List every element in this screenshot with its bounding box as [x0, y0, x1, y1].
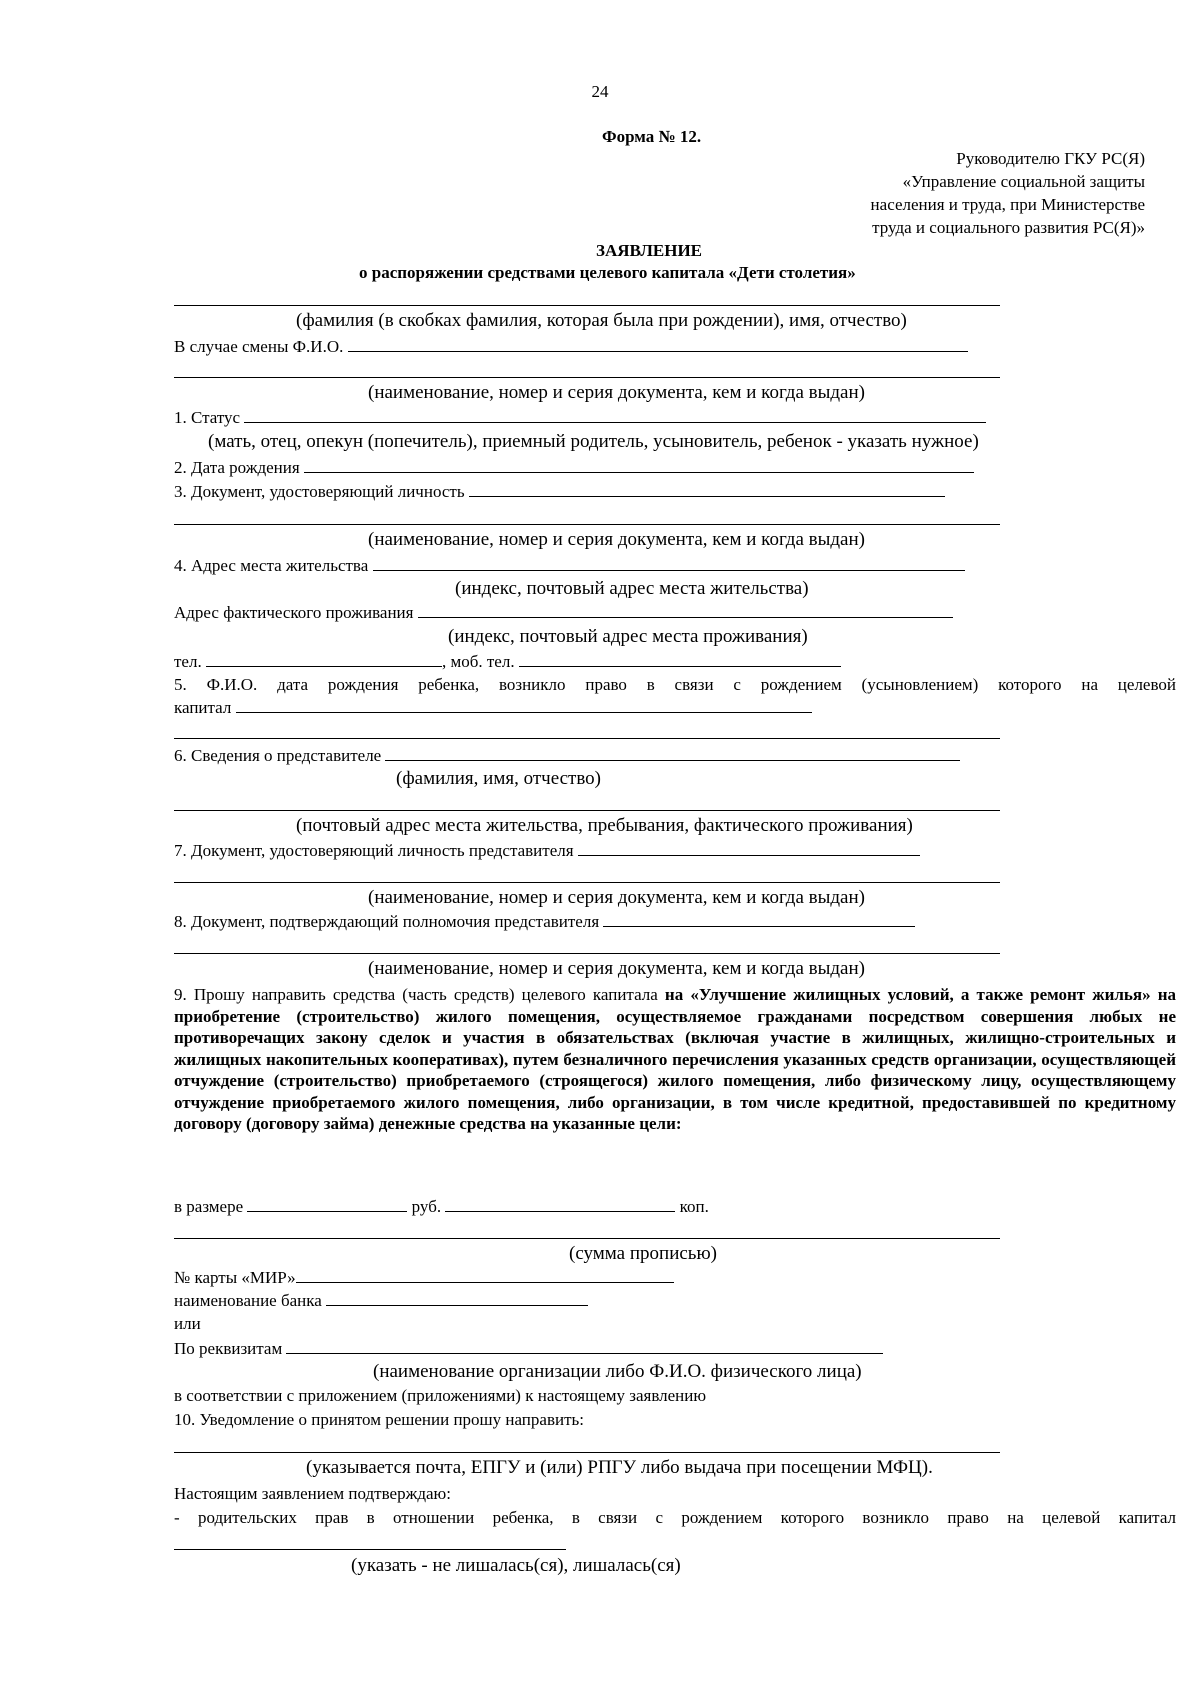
name-change-row [174, 336, 968, 357]
rep-address-hint: (почтовый адрес места жительства, пребывания, фактического проживания) [296, 815, 913, 836]
actual-address-label: Адрес фактического проживания [174, 603, 414, 622]
status-label: 1. Статус [174, 408, 241, 427]
requisites-field[interactable] [286, 1338, 883, 1354]
status-row [174, 407, 986, 428]
birth-date-field[interactable] [304, 457, 974, 473]
auth-doc-field-2[interactable] [174, 953, 1000, 954]
phone-label: тел. [174, 652, 202, 671]
fio-field[interactable] [174, 305, 1000, 306]
bank-name-row [174, 1290, 588, 1311]
id-doc-field-2[interactable] [174, 524, 1000, 525]
kop-label: коп. [679, 1197, 709, 1216]
doc-hint: (наименование, номер и серия документа, кем и когда выдан) [368, 382, 865, 403]
name-change-field[interactable] [348, 336, 968, 352]
name-change-doc-field[interactable] [174, 377, 1000, 378]
reg-address-hint: (индекс, почтовый адрес места жительства) [455, 578, 809, 599]
sum-words-hint: (сумма прописью) [569, 1243, 717, 1264]
rep-doc-field-2[interactable] [174, 882, 1000, 883]
mir-card-label: № карты «МИР» [174, 1268, 296, 1287]
rep-fio-hint: (фамилия, имя, отчество) [396, 768, 602, 789]
item9-paragraph [174, 984, 1176, 1135]
status-field[interactable] [244, 407, 986, 423]
actual-address-row [174, 602, 953, 623]
reg-address-label: 4. Адрес места жительства [174, 556, 369, 575]
item9-intro: 9. Прошу направить средства (часть средств) целевого капитала [174, 985, 658, 1004]
birth-date-row [174, 457, 974, 478]
mir-card-field[interactable] [296, 1267, 674, 1283]
fio-hint: (фамилия (в скобках фамилия, которая была при рождении), имя, отчество) [296, 310, 907, 331]
rep-doc-field[interactable] [578, 840, 920, 856]
amount-rub-field[interactable] [247, 1196, 407, 1212]
reg-address-field[interactable] [373, 555, 965, 571]
id-doc-field[interactable] [469, 481, 945, 497]
doc-hint: (наименование, номер и серия документа, кем и когда выдан) [368, 958, 865, 979]
or-label: или [174, 1314, 201, 1333]
mobile-field[interactable] [519, 651, 841, 667]
sum-words-field[interactable] [174, 1238, 1000, 1239]
actual-address-field[interactable] [418, 602, 953, 618]
amount-row [174, 1196, 709, 1217]
document-subtitle: о распоряжении средствами целевого капитала «Дети столетия» [359, 263, 856, 282]
mobile-label: , моб. тел. [441, 652, 515, 671]
birth-date-label: 2. Дата рождения [174, 458, 300, 477]
doc-hint: (наименование, номер и серия документа, кем и когда выдан) [368, 887, 865, 908]
confirm-label: Настоящим заявлением подтверждаю: [174, 1484, 451, 1503]
reg-address-row [174, 555, 965, 576]
auth-doc-label: 8. Документ, подтверждающий полномочия представителя [174, 912, 600, 931]
child-info-field-2[interactable] [174, 738, 1000, 739]
notify-field[interactable] [174, 1452, 1000, 1453]
name-change-label: В случае смены Ф.И.О. [174, 337, 344, 356]
rights-field[interactable] [174, 1549, 566, 1550]
phone-field[interactable] [206, 651, 442, 667]
rep-doc-label: 7. Документ, удостоверяющий личность представителя [174, 841, 574, 860]
rep-info-field[interactable] [385, 745, 960, 761]
bank-name-label: наименование банка [174, 1291, 322, 1310]
child-info-field[interactable] [236, 697, 812, 713]
notify-label: 10. Уведомление о принятом решении прошу направить: [174, 1410, 584, 1429]
id-doc-row [174, 481, 945, 502]
requisites-row [174, 1338, 883, 1359]
rights-hint: (указать - не лишалась(ся), лишалась(ся) [351, 1555, 681, 1576]
notify-hint: (указывается почта, ЕПГУ и (или) РПГУ либо выдача при посещении МФЦ). [306, 1457, 933, 1478]
rep-doc-row [174, 840, 920, 861]
status-hint: (мать, отец, опекун (попечитель), приемный родитель, усыновитель, ребенок - указать нужное) [208, 431, 979, 452]
rights-text: - родительских прав в отношении ребенка, в связи с рождением которого возникло право на целевой капитал [174, 1508, 1176, 1527]
appendix-text: в соответствии с приложением (приложениями) к настоящему заявлению [174, 1386, 707, 1405]
child-info-label: 5. Ф.И.О. дата рождения ребенка, возникло право в связи с рождением (усыновлением) которого на целевой [174, 675, 1176, 694]
actual-address-hint: (индекс, почтовый адрес места проживания) [448, 626, 808, 647]
capital-row [174, 697, 812, 718]
rep-info-row [174, 745, 960, 766]
rub-label: руб. [411, 1197, 442, 1216]
requisites-label: По реквизитам [174, 1339, 283, 1358]
rep-address-field[interactable] [174, 810, 1000, 811]
id-doc-label: 3. Документ, удостоверяющий личность [174, 482, 465, 501]
amount-label: в размере [174, 1197, 244, 1216]
doc-hint: (наименование, номер и серия документа, кем и когда выдан) [368, 529, 865, 550]
page-number: 24 [591, 82, 609, 101]
rep-info-label: 6. Сведения о представителе [174, 746, 382, 765]
item9-purpose: на «Улучшение жилищных условий, а также ремонт жилья» на приобретение (строительство) жилого помещения, осуществляемое гражданами посредством совершения любых не противоречащих закону сделок и участия в обязательствах (включая участие в жилищных, жилищно-строительных и жилищных накопительных кооперативах), путем безналичного перечисления указанных средств организации, осуществляющей отчуждение (строительство) приобретаемого (строящегося) жилого помещения, либо физическому лицу, осуществляющему отчуждение приобретаемого жилого помещения, либо организации, в том числе кредитной, предоставившей по кредитному договору (договору займа) денежные средства на указанные цели: [174, 985, 1177, 1133]
bank-name-field[interactable] [326, 1290, 588, 1306]
form-number: Форма № 12. [602, 127, 702, 146]
auth-doc-row [174, 911, 915, 932]
document-title: ЗАЯВЛЕНИЕ [596, 241, 703, 260]
addressee-line: «Управление социальной защиты [902, 172, 1145, 191]
addressee-line: труда и социального развития РС(Я)» [872, 218, 1145, 237]
org-hint: (наименование организации либо Ф.И.О. физического лица) [373, 1361, 862, 1382]
phone-row [174, 651, 841, 672]
mir-card-row [174, 1267, 674, 1288]
capital-label: капитал [174, 698, 232, 717]
auth-doc-field[interactable] [603, 911, 915, 927]
amount-kop-field[interactable] [445, 1196, 675, 1212]
addressee-line: Руководителю ГКУ РС(Я) [956, 149, 1145, 168]
addressee-line: населения и труда, при Министерстве [870, 195, 1145, 214]
